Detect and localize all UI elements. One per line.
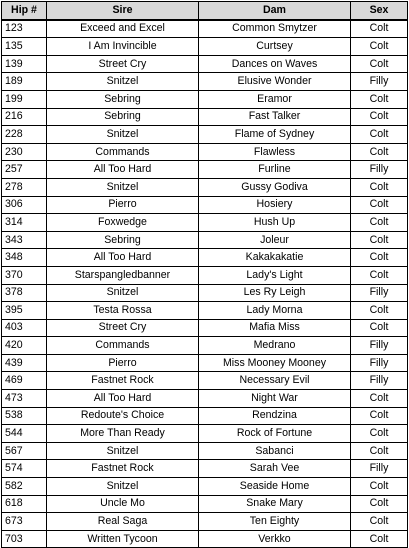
table-row	[2, 231, 408, 249]
cell-dam: Flawless	[199, 143, 351, 161]
table-row	[2, 55, 408, 73]
cell-sire: Commands	[47, 337, 199, 355]
cell-hip: 439	[2, 354, 47, 372]
cell-sex: Colt	[351, 126, 408, 144]
cell-hip: 403	[2, 319, 47, 337]
cell-sex: Filly	[351, 73, 408, 91]
table-row	[2, 214, 408, 232]
table-row	[2, 302, 408, 320]
table-row	[2, 178, 408, 196]
cell-dam: Seaside Home	[199, 478, 351, 496]
table-row	[2, 372, 408, 390]
table-row	[2, 513, 408, 531]
cell-sex: Filly	[351, 161, 408, 179]
cell-sex: Colt	[351, 178, 408, 196]
column-header-dam: Dam	[199, 2, 351, 20]
cell-sire: Street Cry	[47, 319, 199, 337]
cell-sex: Colt	[351, 108, 408, 126]
cell-dam: Elusive Wonder	[199, 73, 351, 91]
cell-sex: Colt	[351, 143, 408, 161]
cell-dam: Snake Mary	[199, 495, 351, 513]
cell-sire: More Than Ready	[47, 425, 199, 443]
cell-sex: Colt	[351, 20, 408, 38]
cell-dam: Les Ry Leigh	[199, 284, 351, 302]
cell-hip: 574	[2, 460, 47, 478]
cell-hip: 343	[2, 231, 47, 249]
table-row	[2, 73, 408, 91]
cell-dam: Rendzina	[199, 407, 351, 425]
cell-dam: Miss Mooney Mooney	[199, 354, 351, 372]
cell-hip: 123	[2, 20, 47, 38]
table-row	[2, 249, 408, 267]
table-row	[2, 143, 408, 161]
cell-sex: Colt	[351, 495, 408, 513]
cell-hip: 230	[2, 143, 47, 161]
cell-sex: Colt	[351, 390, 408, 408]
cell-hip: 618	[2, 495, 47, 513]
cell-sex: Filly	[351, 284, 408, 302]
column-header-sire: Sire	[47, 2, 199, 20]
cell-sire: Real Saga	[47, 513, 199, 531]
cell-sex: Colt	[351, 513, 408, 531]
cell-hip: 189	[2, 73, 47, 91]
cell-hip: 306	[2, 196, 47, 214]
cell-hip: 703	[2, 530, 47, 548]
cell-sire: Snitzel	[47, 478, 199, 496]
cell-hip: 469	[2, 372, 47, 390]
cell-sex: Filly	[351, 337, 408, 355]
cell-hip: 420	[2, 337, 47, 355]
cell-dam: Medrano	[199, 337, 351, 355]
cell-sex: Colt	[351, 442, 408, 460]
cell-sire: Snitzel	[47, 284, 199, 302]
cell-dam: Verkko	[199, 530, 351, 548]
cell-sex: Colt	[351, 266, 408, 284]
cell-sex: Colt	[351, 231, 408, 249]
cell-dam: Mafia Miss	[199, 319, 351, 337]
cell-sex: Filly	[351, 460, 408, 478]
cell-dam: Ten Eighty	[199, 513, 351, 531]
table-row	[2, 337, 408, 355]
cell-dam: Sarah Vee	[199, 460, 351, 478]
cell-dam: Eramor	[199, 90, 351, 108]
cell-hip: 395	[2, 302, 47, 320]
cell-hip: 370	[2, 266, 47, 284]
cell-hip: 582	[2, 478, 47, 496]
cell-dam: Sabanci	[199, 442, 351, 460]
cell-dam: Lady's Light	[199, 266, 351, 284]
cell-sire: Sebring	[47, 231, 199, 249]
cell-hip: 314	[2, 214, 47, 232]
table-row	[2, 266, 408, 284]
cell-sire: I Am Invincible	[47, 38, 199, 56]
cell-sire: Fastnet Rock	[47, 460, 199, 478]
table-row	[2, 530, 408, 548]
cell-hip: 567	[2, 442, 47, 460]
cell-hip: 348	[2, 249, 47, 267]
table-row	[2, 460, 408, 478]
cell-sire: Pierro	[47, 196, 199, 214]
cell-sire: Fastnet Rock	[47, 372, 199, 390]
cell-sex: Colt	[351, 38, 408, 56]
cell-hip: 673	[2, 513, 47, 531]
cell-dam: Necessary Evil	[199, 372, 351, 390]
cell-hip: 228	[2, 126, 47, 144]
cell-dam: Common Smytzer	[199, 20, 351, 38]
table-row	[2, 20, 408, 38]
cell-hip: 544	[2, 425, 47, 443]
cell-dam: Dances on Waves	[199, 55, 351, 73]
table-row	[2, 196, 408, 214]
cell-dam: Curtsey	[199, 38, 351, 56]
cell-hip: 135	[2, 38, 47, 56]
cell-sire: Testa Rossa	[47, 302, 199, 320]
cell-sire: Sebring	[47, 108, 199, 126]
cell-sire: Uncle Mo	[47, 495, 199, 513]
cell-sire: Exceed and Excel	[47, 20, 199, 38]
cell-sire: All Too Hard	[47, 161, 199, 179]
table-row	[2, 126, 408, 144]
cell-sire: Sebring	[47, 90, 199, 108]
table-row	[2, 495, 408, 513]
cell-dam: Joleur	[199, 231, 351, 249]
cell-sire: Commands	[47, 143, 199, 161]
cell-sire: Foxwedge	[47, 214, 199, 232]
column-header-hip: Hip #	[2, 2, 47, 20]
cell-hip: 473	[2, 390, 47, 408]
table-row	[2, 319, 408, 337]
table-row	[2, 108, 408, 126]
hip-list-table	[1, 1, 408, 548]
cell-sire: Snitzel	[47, 126, 199, 144]
cell-sire: Snitzel	[47, 73, 199, 91]
cell-dam: Lady Morna	[199, 302, 351, 320]
cell-hip: 257	[2, 161, 47, 179]
cell-dam: Hosiery	[199, 196, 351, 214]
cell-sire: All Too Hard	[47, 249, 199, 267]
cell-sex: Colt	[351, 90, 408, 108]
column-header-sex: Sex	[351, 2, 408, 20]
cell-hip: 139	[2, 55, 47, 73]
table-row	[2, 390, 408, 408]
cell-dam: Fast Talker	[199, 108, 351, 126]
cell-sire: Snitzel	[47, 442, 199, 460]
cell-sire: Snitzel	[47, 178, 199, 196]
cell-sex: Colt	[351, 55, 408, 73]
table-row	[2, 38, 408, 56]
table-row	[2, 407, 408, 425]
table-row	[2, 425, 408, 443]
cell-sex: Colt	[351, 249, 408, 267]
cell-dam: Hush Up	[199, 214, 351, 232]
cell-sex: Colt	[351, 302, 408, 320]
header-row	[2, 2, 408, 20]
cell-sire: Written Tycoon	[47, 530, 199, 548]
table-body	[2, 20, 408, 548]
cell-sex: Colt	[351, 425, 408, 443]
cell-sex: Filly	[351, 372, 408, 390]
cell-sex: Colt	[351, 407, 408, 425]
cell-sire: Starspangledbanner	[47, 266, 199, 284]
table-row	[2, 284, 408, 302]
table-row	[2, 90, 408, 108]
cell-dam: Gussy Godiva	[199, 178, 351, 196]
cell-hip: 538	[2, 407, 47, 425]
table-row	[2, 478, 408, 496]
cell-sex: Colt	[351, 530, 408, 548]
cell-dam: Rock of Fortune	[199, 425, 351, 443]
cell-sex: Colt	[351, 196, 408, 214]
cell-sire: All Too Hard	[47, 390, 199, 408]
cell-sex: Filly	[351, 354, 408, 372]
table-header	[2, 2, 408, 20]
cell-hip: 378	[2, 284, 47, 302]
cell-sex: Colt	[351, 478, 408, 496]
cell-sex: Colt	[351, 319, 408, 337]
cell-dam: Flame of Sydney	[199, 126, 351, 144]
cell-sire: Street Cry	[47, 55, 199, 73]
table-row	[2, 442, 408, 460]
cell-dam: Furline	[199, 161, 351, 179]
sales-table-sheet	[1, 1, 407, 548]
table-row	[2, 354, 408, 372]
cell-hip: 199	[2, 90, 47, 108]
table-row	[2, 161, 408, 179]
cell-sire: Pierro	[47, 354, 199, 372]
cell-dam: Night War	[199, 390, 351, 408]
cell-sex: Colt	[351, 214, 408, 232]
cell-hip: 278	[2, 178, 47, 196]
cell-hip: 216	[2, 108, 47, 126]
cell-sire: Redoute's Choice	[47, 407, 199, 425]
cell-dam: Kakakakatie	[199, 249, 351, 267]
